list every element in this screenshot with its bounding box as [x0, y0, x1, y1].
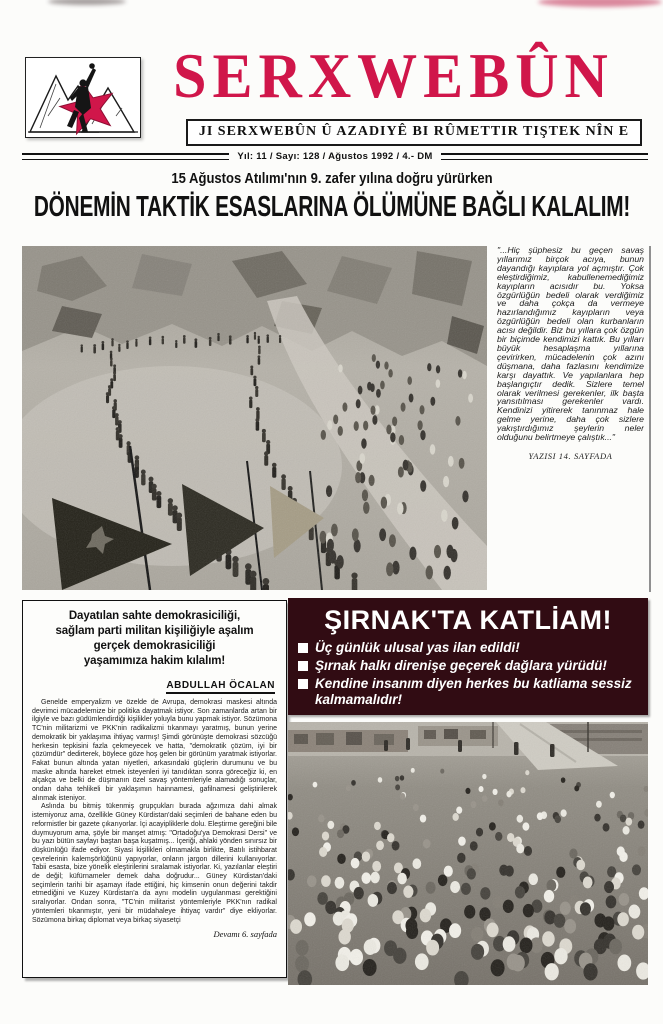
kicker: 15 Ağustos Atılımı'nın 9. zafer yılına doğru yürürken: [170, 171, 493, 187]
masthead-logo: [25, 57, 141, 138]
ocalan-title-line: yaşamımıza hakim kılalım!: [83, 655, 226, 667]
newspaper-title: SERXWEBÛN: [173, 41, 614, 112]
katliam-bullet: [298, 676, 638, 708]
sirnak-katliam-box: [288, 598, 648, 715]
ocalan-paragraph: Aslında bu bitmiş tükenmiş grupçukları burada ağzımıza dahi almak istemiyoruz ama, özellikle Güney Kürdistan'daki seçimleri de bahane eden bu reformistler bir gazete çıkarıyorlar. İçi acayipliklerle dolu. Eleştirme gereğini bile duymuyorum ama, şöyle bir manşet atmış: "Ortadoğu'ya Demokrasi Dersi" ve bu yazı bütün sayfayı baştan başa kuşatmış... İçeriği, ahlaki yönden sınırsız bir düşkünlüğü ifade ediyor. Siyasi kişilikleri olmamakla birlikte, Batılı istihbarat çevrelerinin kalemşörlüğünü yapıyorlar, onların jargon dillerini kullanıyorlar. Tabii esasta, bize yönelik eleştirilerini sıralamak istiyorlar. Ki, yazılanlar eleştiri de değil; küfürnameler demek daha doğrudur... Güney Kürdistan'daki seçimlerin tarihi bir aşamayı ifade ettiğini, hiç kimsenin onun değerini takdir etmediğini ve Kuzey Kürdistan'a da aynı modelin uygulanması gerektiğini sıralıyorlar. Ondan sonra, "TC'nin militarist yöntemleriyle PKK'nın radikal yöntemleri tıkanmıştır, yeni bir müdahaleye ihtiyaç vardır" diye ekliyorlar. Sözümona birkaç diplomat veya birkaç siyasetçi: [32, 803, 277, 924]
issue-line-row: [22, 151, 648, 162]
katliam-bullet: [298, 658, 638, 674]
scan-smudge-left: [48, 0, 126, 5]
scan-smudge-right: [538, 0, 662, 7]
byline-author: ABDULLAH ÖCALAN: [166, 680, 275, 694]
ocalan-title-line: Dayatılan sahte demokrasiciliği,: [68, 610, 241, 622]
ocalan-title-line: gerçek demokrasiciliği: [93, 640, 216, 652]
katliam-bullet-text: Üç günlük ulusal yas ilan edildi!: [315, 640, 520, 655]
lead-quote: "...Hiç şüphesiz bu geçen savaş yıllarımız birçok acıya, bunun dayandığı kayıplara yol açmıştır. Çok eleştirdiğimiz, kabullenemediğimiz kayıpların acısıdır bu. Yoksa özgürlüğün bedeli olarak verdiğimiz ve daha çokça da vermeye hazırlandığımız kayıpların veya özgürlüğün bedeli olan kurbanların acısı değildir. Biz bu yıllara çok özgün bir biçimde kendimizi kattık. Bu yılları büyük hesaplaşma yıllarına çevirirken, mücadelenin çok azını düşmana, daha fazlasını kendimize karşı dayattık. Ve yapılanlara hep başlangıçtır dedik. Sizlere temel olarak verilmesi gerekenler, ilk başta yansıtılması gerekenler vardı. Kendinizi yitirerek tanınmaz hale gelme yerine, daha çok sizlere yakıştırdığımız şeylerin neler olduğunu belirtmeye çalıştık...": [497, 246, 644, 443]
ocalan-article-box: [22, 600, 287, 978]
crowd-photo: [288, 722, 648, 985]
katliam-bullet-text: Şırnak halkı direnişe geçerek dağlara yürüdü!: [315, 658, 607, 673]
square-bullet-icon: [298, 679, 308, 689]
main-headline: DÖNEMİN TAKTİK ESASLARINA ÖLÜMÜNE BAĞLI KALALIM!: [33, 191, 630, 223]
ocalan-paragraph: Genelde emperyalizm ve özelde de Avrupa, demokrasi maskesi altında devrimci mücadelemize bir politika dayatmak istiyor. Son zamanlarda artan bir ilgiyle ve bazı güdümlendirdiği kişilikler yoluyla bunu yapmak istiyor. Sözümona TC'nin militarizmi ve PKK'nin radikalizmi tıkanmayı yaratmış, bunun yerine demokratik bir yaklaşıma ihtiyaç varmış! Şimdi görünüşte demokrasi sözcüğü herkesin tepkisini fazla çekmeyecek ve hatta, "demokratik çözüm, iyi bir çözümdür" dedirterek, böylece göze hoş gelen bir görünüm yaratmak istiyorlar. Fakat bunun altında yatan niyetleri, arkasındaki güçlerin durumunu ve bu maske altında hareket etmek isteyenleri iyi tanıdıktan sonra göreceğiz ki, en alçakça ve belki de düşmanın özel savaş yöntemleriyle alamadığı sonuçlar, ondan daha tehlikeli bir yaklaşımın hainnamesi, gafilnamesi geliştirilerek alınmak isteniyor.: [32, 699, 277, 802]
katliam-bullet-text: Kendine insanım diyen herkes bu katliama sessiz kalmamalıdır!: [315, 676, 632, 707]
katliam-bullet: [298, 640, 638, 656]
masthead-slogan: JI SERXWEBÛN Û AZADIYÊ BI RÛMETTIR TIŞTEK NÎN E: [186, 119, 642, 146]
byline-row: [32, 675, 275, 694]
issue-line: Yıl: 11 / Sayı: 128 / Ağustos 1992 / 4.- DM: [237, 151, 433, 162]
lead-quote-column: [497, 246, 644, 582]
square-bullet-icon: [298, 643, 308, 653]
lead-photo: [22, 246, 487, 590]
quote-page-reference: YAZISI 14. SAYFADA: [528, 450, 613, 461]
issue-rule-left: [22, 153, 229, 160]
katliam-title: ŞIRNAK'TA KATLİAM!: [324, 605, 612, 635]
square-bullet-icon: [298, 661, 308, 671]
issue-rule-right: [441, 153, 648, 160]
right-column-rule: [649, 246, 651, 592]
continuation-note: Devamı 6. sayfada: [213, 929, 277, 940]
mountain-star-figure-icon: [26, 58, 140, 137]
ocalan-title-line: sağlam parti militan kişiliğiyle aşalım: [55, 625, 254, 637]
ocalan-body: [32, 699, 277, 925]
